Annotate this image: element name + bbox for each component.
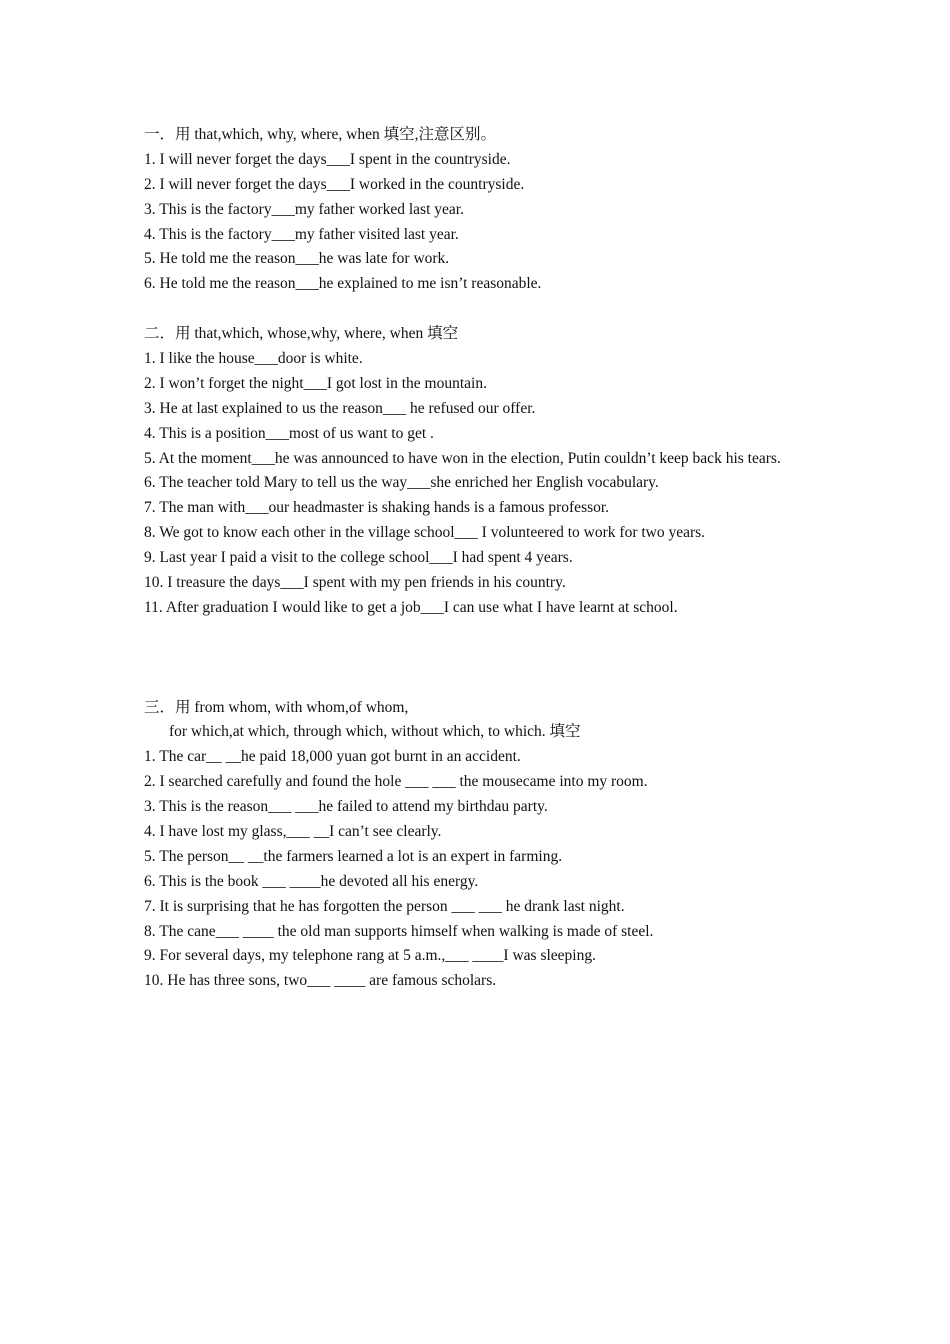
worksheet [144, 123, 824, 994]
section3-item: 10. He has three sons, two___ ____ are famous scholars. [144, 972, 497, 990]
section1-item: 3. This is the factory___my father worked last year. [144, 200, 464, 218]
section3-item: 6. This is the book ___ ____he devoted all his energy. [144, 872, 479, 890]
section2-item: 9. Last year I paid a visit to the college school___I had spent 4 years. [144, 549, 573, 567]
section2-item: 4. This is a position___most of us want to get . [144, 424, 434, 442]
section3-item: 1. The car__ __he paid 18,000 yuan got burnt in an accident. [144, 748, 521, 766]
section2-item: 6. The teacher told Mary to tell us the way___she enriched her English vocabulary. [144, 474, 659, 492]
section2-item: 7. The man with___our headmaster is shaking hands is a famous professor. [144, 499, 610, 517]
section3-heading: 三．用 from whom, with whom,of whom, [144, 698, 409, 716]
section1-item: 6. He told me the reason___he explained to me isn’t reasonable. [144, 275, 542, 293]
section2-item: 1. I like the house___door is white. [144, 350, 363, 368]
section-spacer [144, 621, 824, 696]
section1-item: 2. I will never forget the days___I worked in the countryside. [144, 175, 525, 193]
section2-item: 2. I won’t forget the night___I got lost in the mountain. [144, 374, 487, 392]
section1-heading: 一．用 that,which, why, where, when 填空,注意区别。 [144, 126, 496, 143]
section3-item: 3. This is the reason___ ___he failed to attend my birthdau party. [144, 798, 548, 816]
section3-item: 7. It is surprising that he has forgotten the person ___ ___ he drank last night. [144, 897, 625, 915]
section-spacer [144, 297, 824, 322]
section2-item: 5. At the moment___he was announced to have won in the election, Putin couldn’t keep back his tears. [144, 449, 781, 467]
section2-item: 3. He at last explained to us the reason___ he refused our offer. [144, 399, 536, 417]
section1-item: 1. I will never forget the days___I spent in the countryside. [144, 150, 511, 168]
section1-item: 4. This is the factory___my father visited last year. [144, 225, 459, 243]
section2-item: 10. I treasure the days___I spent with my pen friends in his country. [144, 574, 566, 592]
section3-item: 9. For several days, my telephone rang at 5 a.m.,___ ____I was sleeping. [144, 947, 596, 965]
section1-item: 5. He told me the reason___he was late for work. [144, 250, 450, 268]
section3-heading-line2: for which,at which, through which, without which, to which. 填空 [169, 723, 581, 741]
section2-item: 11. After graduation I would like to get a job___I can use what I have learnt at school. [144, 598, 678, 616]
section3-item: 2. I searched carefully and found the hole ___ ___ the mousecame into my room. [144, 773, 648, 791]
section2-heading: 二．用 that,which, whose,why, where, when 填空 [144, 325, 459, 343]
section3-item: 5. The person__ __the farmers learned a lot is an expert in farming. [144, 847, 563, 865]
section3-item: 8. The cane___ ____ the old man supports himself when walking is made of steel. [144, 922, 654, 940]
section3-item: 4. I have lost my glass,___ __I can’t see clearly. [144, 822, 442, 840]
section2-item: 8. We got to know each other in the village school___ I volunteered to work for two years. [144, 524, 706, 542]
